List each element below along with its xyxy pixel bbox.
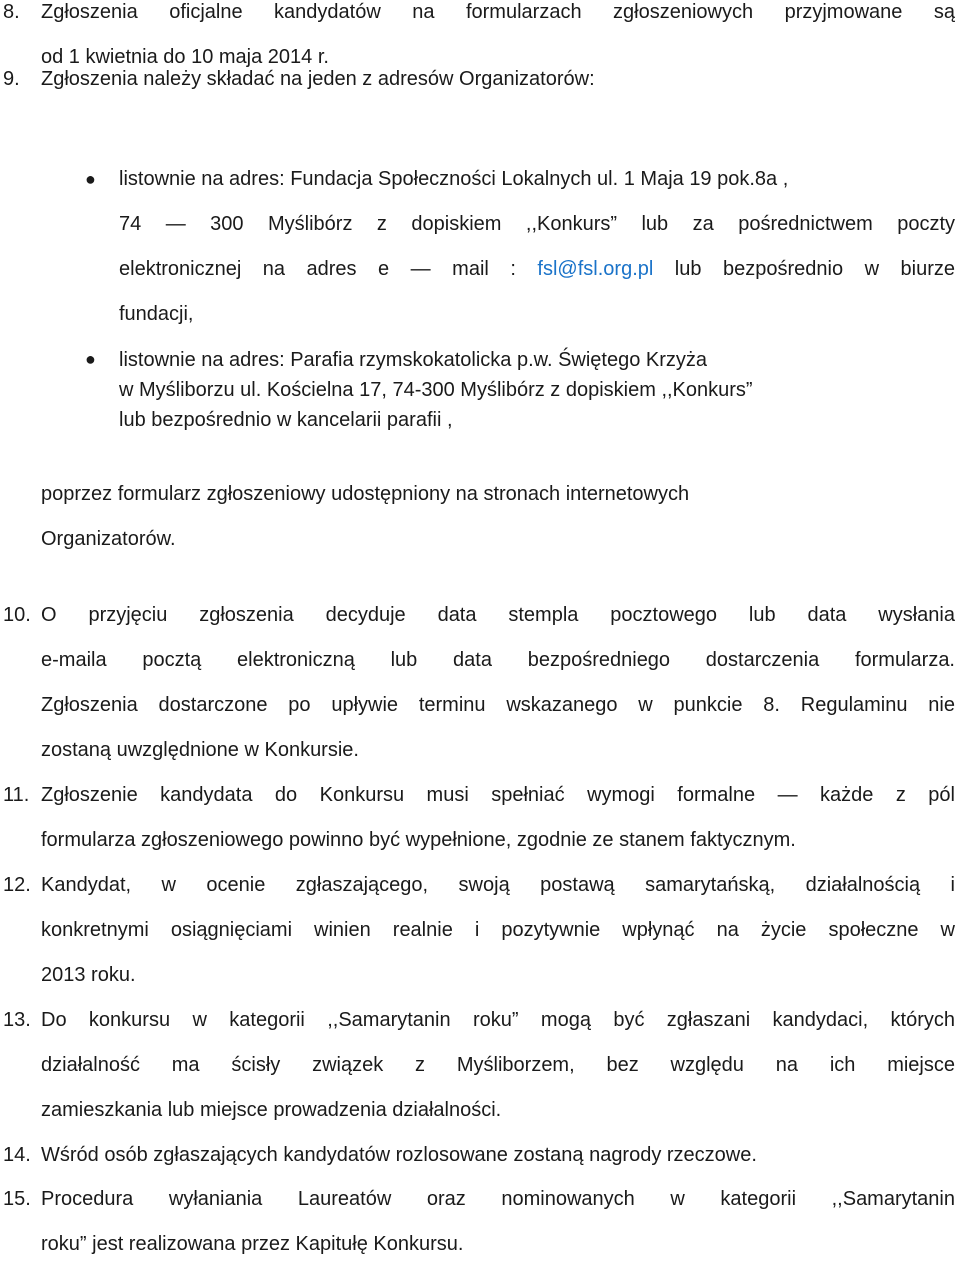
- text-line: Do konkursu w kategorii ,,Samarytanin roku” mogą być zgłaszani kandydaci, których: [41, 1009, 955, 1031]
- paragraph-number: 13.: [3, 1009, 31, 1031]
- paragraph-number: 9.: [3, 68, 20, 90]
- text-line: Wśród osób zgłaszających kandydatów rozlosowane zostaną nagrody rzeczowe.: [41, 1144, 757, 1166]
- bullet-dot-icon: ●: [85, 169, 96, 189]
- paragraph-text: [41, 998, 955, 1133]
- text-line: 2013 roku.: [41, 964, 136, 986]
- text-line: zamieszkania lub miejsce prowadzenia działalności.: [41, 1099, 502, 1121]
- paragraph-text: [41, 1177, 955, 1267]
- text-line: Zgłoszenia dostarczone po upływie terminu wskazanego w punkcie 8. Regulaminu nie: [41, 694, 955, 716]
- paragraph-text: [41, 57, 955, 102]
- text-line: fundacji,: [119, 303, 194, 325]
- text-line: Organizatorów.: [41, 528, 176, 550]
- text-line: Procedura wyłaniania Laureatów oraz nominowanych w kategorii ,,Samarytanin: [41, 1188, 955, 1210]
- text-line: listownie na adres: Fundacja Społeczności Lokalnych ul. 1 Maja 19 pok.8a ,: [119, 168, 789, 190]
- text-line: od 1 kwietnia do 10 maja 2014 r.: [41, 46, 329, 68]
- paragraph-text: [41, 1133, 955, 1178]
- paragraph-number: 15.: [3, 1188, 31, 1210]
- text-line: poprzez formularz zgłoszeniowy udostępniony na stronach internetowych: [41, 483, 690, 505]
- bullet-text: [119, 157, 955, 337]
- text-line: 74 — 300 Myślibórz z dopiskiem ,,Konkurs” lub za pośrednictwem poczty: [119, 213, 955, 235]
- text-line: [119, 247, 955, 292]
- text-line: Zgłoszenia należy składać na jeden z adresów Organizatorów:: [41, 68, 595, 90]
- text-line: Kandydat, w ocenie zgłaszającego, swoją postawą samarytańską, działalnością i: [41, 874, 955, 896]
- text-line: w Myśliborzu ul. Kościelna 17, 74-300 Myślibórz z dopiskiem ,,Konkurs”: [119, 379, 753, 401]
- paragraph-text: [41, 863, 955, 998]
- paragraph-text: [41, 593, 955, 773]
- text-line: O przyjęciu zgłoszenia decyduje data stempla pocztowego lub data wysłania: [41, 604, 955, 626]
- bullet-dot-icon: ●: [85, 349, 96, 369]
- text-segment: lub bezpośrednio w biurze: [653, 258, 956, 280]
- paragraph-text: [41, 472, 955, 562]
- text-line: roku” jest realizowana przez Kapitułę Konkursu.: [41, 1233, 464, 1255]
- paragraph-text: [41, 773, 955, 863]
- paragraph-number: 12.: [3, 874, 31, 896]
- text-line: formularza zgłoszeniowego powinno być wypełnione, zgodnie ze stanem faktycznym.: [41, 829, 796, 851]
- text-line: lub bezpośrednio w kancelarii parafii ,: [119, 409, 453, 431]
- email-link[interactable]: fsl@fsl.org.pl: [537, 258, 654, 280]
- text-line: działalność ma ścisły związek z Myśliborzem, bez względu na ich miejsce: [41, 1054, 955, 1076]
- text-line: konkretnymi osiągnięciami winien realnie i pozytywnie wpłynąć na życie społeczne w: [41, 919, 955, 941]
- paragraph-number: 10.: [3, 604, 31, 626]
- text-line: e-maila pocztą elektroniczną lub data bezpośredniego dostarczenia formularza.: [41, 649, 955, 671]
- paragraph-number: 14.: [3, 1144, 31, 1166]
- paragraph-number: 8.: [3, 1, 20, 23]
- text-line: zostaną uwzględnione w Konkursie.: [41, 739, 359, 761]
- text-line: listownie na adres: Parafia rzymskokatolicka p.w. Świętego Krzyża: [119, 349, 708, 371]
- text-line: Zgłoszenia oficjalne kandydatów na formularzach zgłoszeniowych przyjmowane są: [41, 1, 955, 23]
- text-segment: elektronicznej na adres e — mail :: [119, 258, 538, 280]
- bullet-text: [119, 345, 955, 435]
- text-line: Zgłoszenie kandydata do Konkursu musi spełniać wymogi formalne — każde z pól: [41, 784, 955, 806]
- paragraph-number: 11.: [3, 784, 30, 806]
